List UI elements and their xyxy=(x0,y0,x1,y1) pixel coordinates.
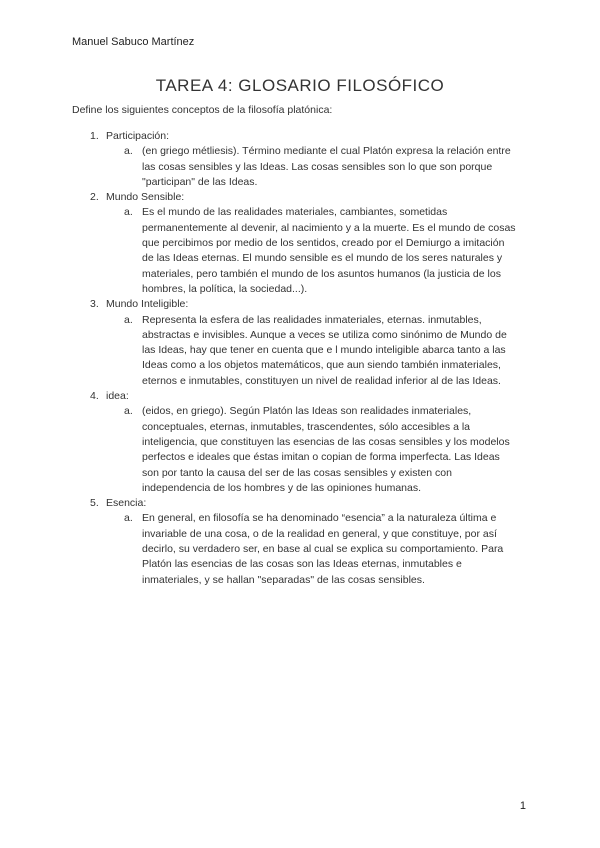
sub-item-letter: a. xyxy=(124,313,133,326)
list-item xyxy=(72,496,542,588)
item-definition: (eidos, en griego). Según Platón las Ideas son realidades inmateriales, conceptuales, eternas, inmutables, trascendentes, sólo accesibles a la inteligencia, que constituyen las esencias de las cosas sensibles y los modelos perfectos e ideales que éstas imitan o copian de forma imperfecta. Las Ideas son por tanto la causa del ser de las cosas sensibles y existen con independencia de los hombres y de las opiniones humanas. xyxy=(142,405,510,494)
item-term: Mundo Sensible: xyxy=(106,191,185,204)
item-term: Participación: xyxy=(106,130,170,142)
page-title: TAREA 4: GLOSARIO FILOSÓFICO xyxy=(155,76,445,95)
item-term: Esencia: xyxy=(106,497,147,510)
list-item xyxy=(72,389,542,496)
list-item xyxy=(72,190,542,297)
item-definition: (en griego métliesis). Término mediante el cual Platón expresa la relación entre las cosas sensibles y las Ideas. Las cosas sensibles son lo que son porque "participan" de las Ideas. xyxy=(142,145,511,188)
sub-item-letter: a. xyxy=(124,512,133,525)
item-number: 1. xyxy=(90,130,99,142)
sub-item-letter: a. xyxy=(124,405,133,418)
item-term: Mundo Inteligible: xyxy=(106,298,189,311)
item-definition: En general, en filosofía se ha denominado “esencia” a la naturaleza última e invariable de una cosa, o de la realidad en general, y que constituye, por así decirlo, su verdadero ser, en base al cual se explica su comportamiento. Para Platón las esencias de las cosas son las Ideas eternas, inmutables e inmateriales, y se hallan "separadas" de las cosas sensibles. xyxy=(142,512,504,586)
author-name: Manuel Sabuco Martínez xyxy=(72,36,195,48)
item-definition: Es el mundo de las realidades materiales, cambiantes, sometidas permanentemente al devenir, al nacimiento y a la muerte. Es el mundo de cosas que percibimos por medio de los sentidos, creado por el Demiurgo a imitación de las Ideas eternas. El mundo sensible es el mundo de los seres naturales y materiales, pero también el mundo de los asuntos humanos (la justicia de los hombres, la política, la sociedad...). xyxy=(142,206,516,295)
item-number: 5. xyxy=(90,497,99,510)
item-definition: Representa la esfera de las realidades inmateriales, eternas. inmutables, abstractas e invisibles. Aunque a veces se utiliza como sinónimo de Mundo de las Ideas, hay que tener en cuenta que e l mundo inteligible abarca tanto a las Ideas como a los objetos matemáticos, que aun siendo también inmateriales, eternos e inmutables, constituyen un nivel de realidad inferior al de las Ideas. xyxy=(142,313,507,387)
item-number: 3. xyxy=(90,298,99,311)
sub-item-letter: a. xyxy=(124,145,133,158)
list-item xyxy=(72,297,542,389)
sub-item-letter: a. xyxy=(124,206,133,219)
item-number: 2. xyxy=(90,191,99,204)
item-term: idea: xyxy=(106,390,129,403)
page-number: 1 xyxy=(519,800,526,812)
intro-text: Define los siguientes conceptos de la filosofía platónica: xyxy=(72,104,333,116)
glossary-list xyxy=(72,129,542,588)
item-number: 4. xyxy=(90,390,99,403)
list-item xyxy=(72,129,542,190)
